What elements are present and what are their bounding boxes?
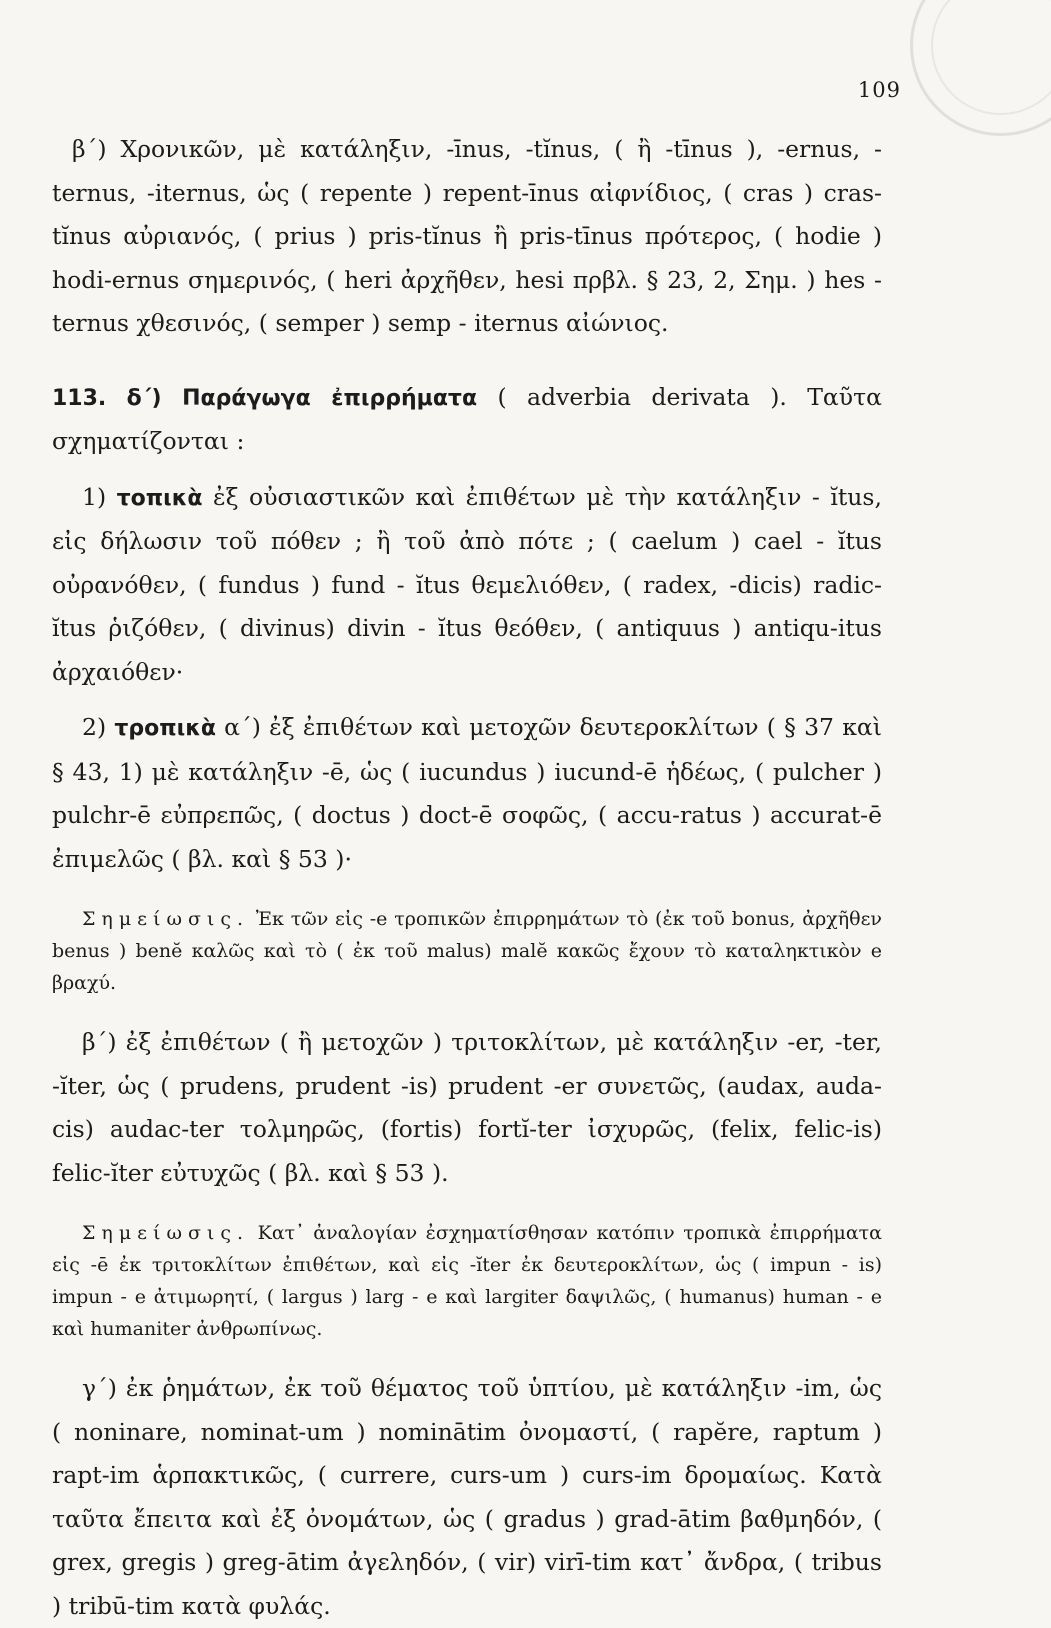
note-1-label: Σημείωσις. [82, 908, 250, 930]
note-2-text: Κατ᾽ ἀναλογίαν ἐσχηματίσθησαν κατόπιν τροπικὰ ἐπιρρήματα εἰς -ē ἐκ τριτοκλίτων ἐπιθέτων, καὶ εἰς -ĭter ἐκ δευτεροκλίτων, ὡς ( impun - is) impun - e ἀτιμωρητί, ( largus ) larg - e καὶ largiter δαψιλῶς, ( humanus) human - e καὶ humaniter ἀνθρωπίνως. [52, 1222, 882, 1340]
note-1 [52, 903, 882, 999]
section-heading: δ΄) Παράγωγα ἐπιρρήματα [126, 385, 478, 411]
tropika-text: α΄) ἐξ ἐπιθέτων καὶ μετοχῶν δευτεροκλίτων ( § 37 καὶ § 43, 1) μὲ κατάληξιν -ē, ὡς ( iucundus ) iucund-ē ἡδέως, ( pulcher ) pulchr-ē εὐπρεπῶς, ( doctus ) doct-ē σοφῶς, ( accu-ratus ) accurat-ē ἐπιμελῶς ( βλ. καὶ § 53 )· [52, 713, 882, 873]
page-number: 109 [857, 78, 901, 102]
item-number-2: 2) [82, 713, 107, 741]
topika-text: ἐξ οὐσιαστικῶν καὶ ἐπιθέτων μὲ τὴν κατάληξιν - ĭtus, εἰς δήλωσιν τοῦ πόθεν ; ἢ τοῦ ἀπὸ πότε ; ( caelum ) cael - ĭtus οὐρανόθεν, ( fundus ) fund - ĭtus θεμελιόθεν, ( radex, -dicis) radic-ĭtus ῥιζόθεν, ( divinus) divin - ĭtus θεόθεν, ( antiquus ) antiqu-itus ἀρχαιόθεν· [52, 482, 882, 686]
note-2-label: Σημείωσις. [82, 1222, 250, 1244]
label-topika: τοπικὰ [116, 485, 203, 511]
note-1-text: Ἐκ τῶν εἰς -e τροπικῶν ἐπιρρημάτων τὸ (ἐκ τοῦ bonus, ἀρχῆθεν benus ) benĕ καλῶς καὶ τὸ ( ἐκ τοῦ malus) malĕ κακῶς ἔχουν τὸ καταληκτικὸν e βραχύ. [52, 908, 882, 994]
label-tropika: τροπικὰ [114, 716, 216, 741]
section-number: 113. [52, 385, 107, 411]
section-heading-latin: ( adverbia derivata ). [497, 382, 787, 411]
paragraph-gamma: γ΄) ἐκ ῥημάτων, ἐκ τοῦ θέματος τοῦ ὑπτίου, μὲ κατάληξιν -im, ὡς ( noninare, nominat-um ) nominātim ὀνομαστί, ( rapĕre, raptum ) rapt-im ἁρπακτικῶς, ( currere, curs-um ) curs-im δρομαίως. Κατὰ ταῦτα ἔπειτα καὶ ἐξ ὀνομάτων, ὡς ( gradus ) grad-ātim βαθμηδόν, ( grex, gregis ) greg-ātim ἀγεληδόν, ( vir) virī-tim κατ᾽ ἄνδρα, ( tribus ) tribū-tim κατὰ φυλάς. [52, 1374, 882, 1620]
paragraph-topika [52, 476, 882, 695]
section-113 [52, 376, 882, 464]
note-2 [52, 1217, 882, 1345]
page-body [52, 128, 882, 1628]
paragraph-chronika: β΄) Χρονικῶν, μὲ κατάληξιν, -īnus, -tĭnus, ( ἢ -tīnus ), -ernus, -ternus, -iternus, ὡς ( repente ) repent-īnus αἰφνίδιος, ( cras ) cras-tĭnus αὐριανός, ( prius ) pris-tĭnus ἢ pris-tīnus πρότερος, ( hodie ) hodi-ernus σημερινός, ( heri ἀρχῆθεν, hesi πρβλ. § 23, 2, Σημ. ) hes - ternus χθεσινός, ( semper ) semp - iternus αἰώνιος. [52, 135, 882, 337]
paragraph-tropika [52, 706, 882, 881]
paragraph-beta: β΄) ἐξ ἐπιθέτων ( ἢ μετοχῶν ) τριτοκλίτων, μὲ κατάληξιν -er, -ter, -ĭter, ὡς ( prudens, prudent -is) prudent -er συνετῶς, (audax, auda-cis) audac-ter τολμηρῶς, (fortis) fortĭ-ter ἰσχυρῶς, (felix, felic-is) felic-ĭter εὐτυχῶς ( βλ. καὶ § 53 ). [52, 1028, 882, 1187]
item-number-1: 1) [82, 482, 107, 511]
section-intro: Ταῦτα σχηματίζονται : [52, 382, 882, 455]
library-stamp [910, 0, 1051, 136]
